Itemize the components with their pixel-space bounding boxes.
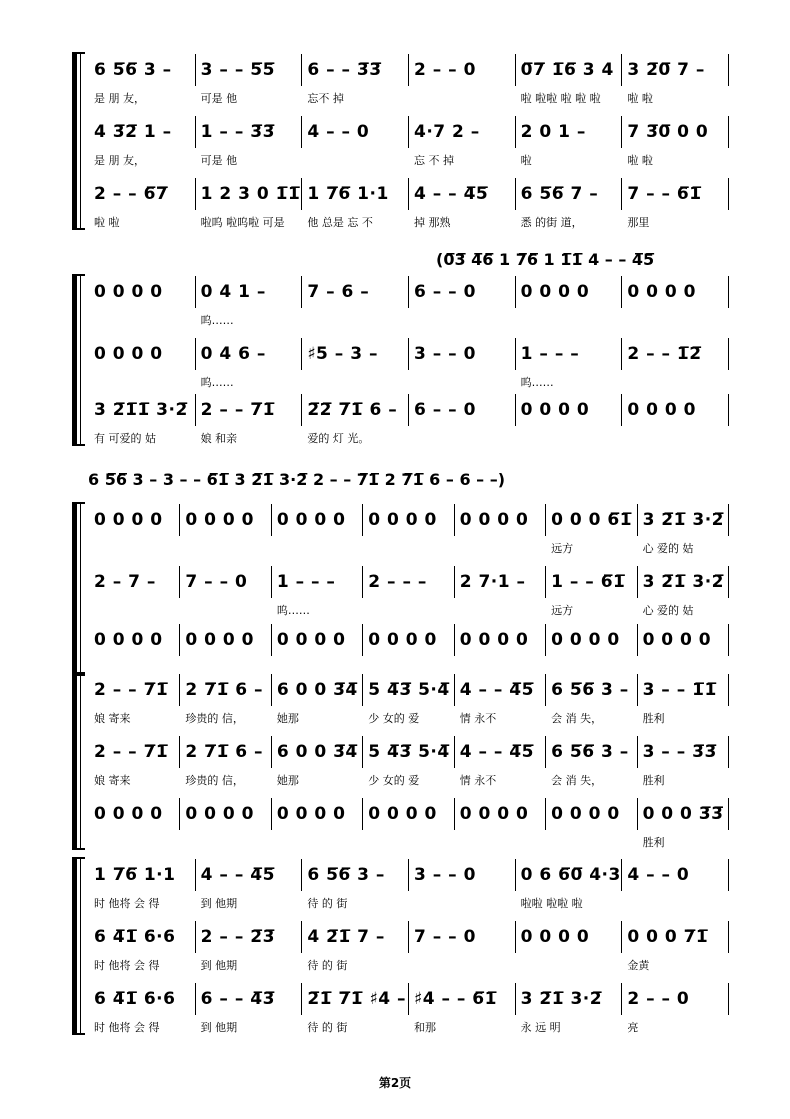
measure-notes: 4·7 2 –: [414, 122, 480, 142]
measure-notes: 0 0 0 7̅1̅: [627, 927, 709, 947]
measure-notes: 5 4̅3̅ 5·4̅: [368, 680, 450, 700]
barline: [545, 736, 546, 768]
barline: [728, 504, 729, 536]
barline: [362, 504, 363, 536]
staff-3: [90, 400, 730, 445]
measure-lyrics: 到 他期: [200, 897, 238, 910]
measure-notes: 6 – – 3̅3̅: [307, 60, 382, 80]
staff-2: [90, 572, 730, 617]
barline: [271, 736, 272, 768]
barline: [728, 674, 729, 706]
measure-lyrics: 时 他将 会 得: [94, 1021, 160, 1034]
measure-lyrics: 会 消 失，: [551, 712, 603, 725]
measure-notes: 0 0 0 0: [551, 804, 620, 824]
measure-notes: 2 – – 0: [627, 989, 690, 1009]
staff-3: [90, 804, 730, 849]
staff-1: [90, 510, 730, 555]
measure-notes: 1 – – –: [276, 572, 336, 592]
bracket-cap-top: [77, 857, 85, 859]
barline: [408, 394, 409, 426]
barline: [195, 276, 196, 308]
measure-notes: 0 0 0 0: [185, 510, 254, 530]
measure-notes: 7 – – 0: [185, 572, 248, 592]
measure-notes: 4 – – 0: [307, 122, 370, 142]
barline: [728, 736, 729, 768]
measure-lyrics: 珍贵的 信，: [185, 774, 244, 787]
staff-1: [90, 865, 730, 910]
barline: [195, 394, 196, 426]
measure-notes: 2 – – 1̅2̅: [627, 344, 702, 364]
page-number: 第2页: [378, 1076, 412, 1090]
measure-notes: 0 0 0 0: [276, 510, 346, 530]
measure-lyrics: 啦 啦: [94, 216, 120, 229]
barline: [408, 983, 409, 1015]
measure-lyrics: 时 他将 会 得: [94, 897, 160, 910]
measure-notes: 6 4̅1̅ 6·6: [94, 989, 176, 1009]
barline: [271, 798, 272, 830]
barline: [454, 736, 455, 768]
barline: [621, 178, 622, 210]
measure-notes: 2 – – 7̅1̅: [200, 400, 275, 420]
barline: [195, 178, 196, 210]
measure-notes: 4 – – 4̅5̅: [459, 742, 534, 762]
measure-notes: 0 0 0 0: [185, 804, 254, 824]
measure-notes: 4 – – 0: [627, 865, 690, 885]
measure-lyrics: 她那: [276, 712, 299, 725]
measure-notes: 4 2̅1̅ 7 –: [307, 927, 385, 947]
measure-notes: 0 0 0 6̅1̅: [551, 510, 633, 530]
measure-notes: 0 0 0 0: [520, 282, 590, 302]
measure-lyrics: 少 女的 爱: [368, 712, 420, 725]
measure-notes: 4 – – 4̅5̅: [459, 680, 534, 700]
measure-notes: 2 – – 7̅1̅: [94, 680, 169, 700]
measure-lyrics: 心 爱的 姑: [642, 604, 694, 617]
measure-lyrics: 心 爱的 姑: [642, 542, 694, 555]
barline: [728, 54, 729, 86]
barline: [621, 54, 622, 86]
barline: [195, 54, 196, 86]
barline: [515, 276, 516, 308]
barline: [621, 921, 622, 953]
barline: [271, 566, 272, 598]
system-bracket-line: [80, 672, 81, 850]
measure-lyrics: 爱的 灯 光。: [307, 432, 370, 445]
measure-notes: 6 5̅6̅ 3 –: [94, 60, 172, 80]
measure-notes: 6 5̅6̅ 3 –: [307, 865, 385, 885]
measure-lyrics: 情 永不: [459, 712, 497, 725]
measure-notes: 0 0 0 0: [368, 630, 437, 650]
measure-notes: 5 4̅3̅ 5·4̅: [368, 742, 450, 762]
barline: [362, 566, 363, 598]
barline: [637, 736, 638, 768]
measure-notes: 0 0 0 0: [520, 927, 590, 947]
measure-lyrics: 娘 寄来: [94, 712, 131, 725]
measure-lyrics: 待 的 街: [307, 1021, 348, 1034]
barline: [195, 338, 196, 370]
system-bracket-line: [80, 502, 81, 676]
barline: [637, 674, 638, 706]
measure-notes: 4 – – 4̅5̅: [200, 865, 275, 885]
barline: [179, 798, 180, 830]
measure-notes: 2 – – –: [368, 572, 427, 592]
barline: [362, 624, 363, 656]
measure-lyrics: 呜……: [200, 314, 234, 327]
barline: [179, 624, 180, 656]
measure-notes: 0 0 0 0: [551, 630, 620, 650]
barline: [515, 116, 516, 148]
barline: [179, 736, 180, 768]
measure-notes: 3 – – 0: [414, 865, 476, 885]
measure-notes: 1 – – 3̅3̅: [200, 122, 275, 142]
measure-notes: 0 0 0 0: [94, 510, 163, 530]
barline: [728, 394, 729, 426]
measure-lyrics: 呜……: [276, 604, 310, 617]
barline: [545, 504, 546, 536]
measure-notes: 3 – – 5̅5̅: [200, 60, 275, 80]
barline: [515, 54, 516, 86]
measure-lyrics: 少 女的 爱: [368, 774, 420, 787]
barline: [637, 624, 638, 656]
barline: [301, 394, 302, 426]
barline: [637, 566, 638, 598]
staff-2: [90, 927, 730, 972]
measure-lyrics: 忘不 掉: [307, 92, 344, 105]
barline: [301, 338, 302, 370]
bracket-cap-top: [77, 274, 85, 276]
staff-3: [90, 184, 730, 229]
barline: [515, 921, 516, 953]
barline: [179, 504, 180, 536]
system-bracket-line: [80, 857, 81, 1035]
measure-notes: 4 3̅2̅ 1 –: [94, 122, 172, 142]
staff-3: [90, 630, 730, 652]
measure-lyrics: 胜利: [642, 712, 665, 725]
barline: [271, 624, 272, 656]
measure-lyrics: 到 他期: [200, 1021, 238, 1034]
measure-lyrics: 是 朋 友，: [94, 92, 145, 105]
barline: [301, 276, 302, 308]
barline: [301, 921, 302, 953]
measure-notes: 0 4 6 –: [200, 344, 266, 364]
barline: [301, 178, 302, 210]
staff-1: [90, 60, 730, 105]
barline: [728, 921, 729, 953]
measure-notes: 0 0 0 0: [94, 804, 163, 824]
barline: [301, 859, 302, 891]
barline: [454, 798, 455, 830]
measure-notes: ♯5 – 3 –: [307, 344, 378, 364]
measure-notes: 3 – – 3̅3̅: [642, 742, 717, 762]
measure-notes: 0 0 0 0: [627, 282, 696, 302]
measure-lyrics: 啦 啦: [627, 154, 653, 167]
measure-notes: 0 0 0 0: [94, 344, 163, 364]
measure-lyrics: 啦: [520, 154, 532, 167]
barline: [408, 178, 409, 210]
barline: [301, 116, 302, 148]
barline: [408, 859, 409, 891]
measure-lyrics: 啦呜 啦呜啦 可是: [200, 216, 285, 229]
measure-notes: 6 – – 0: [414, 282, 476, 302]
measure-lyrics: 是 朋 友，: [94, 154, 145, 167]
barline: [621, 116, 622, 148]
measure-lyrics: 啦啦 啦啦 啦: [520, 897, 583, 910]
measure-lyrics: 远方: [551, 542, 574, 555]
measure-notes: 2 – – 2̅3̅: [200, 927, 275, 947]
measure-lyrics: 有 可爱的 姑: [94, 432, 156, 445]
measure-notes: 0̅7̅ 1̅6̅ 3 4: [520, 60, 614, 80]
barline: [728, 566, 729, 598]
measure-notes: 0 0 0 0: [94, 630, 163, 650]
barline: [728, 116, 729, 148]
bracket-cap-top: [77, 52, 85, 54]
measure-lyrics: 情 永不: [459, 774, 497, 787]
system-bracket: [72, 672, 77, 850]
system-bracket-line: [80, 52, 81, 230]
measure-lyrics: 胜利: [642, 836, 665, 849]
measure-lyrics: 娘 寄来: [94, 774, 131, 787]
barline: [408, 54, 409, 86]
measure-notes: 0 0 0 0: [94, 282, 163, 302]
measure-lyrics: 她那: [276, 774, 299, 787]
measure-notes: 0 6 6̅0̅ 4·3: [520, 865, 621, 885]
measure-notes: 0 0 0 0: [276, 804, 346, 824]
bracket-cap-bottom: [77, 1033, 85, 1035]
barline: [195, 921, 196, 953]
bracket-cap-bottom: [77, 674, 85, 676]
measure-lyrics: 可是 他: [200, 154, 238, 167]
measure-notes: 3 2̅0̅ 7 –: [627, 60, 705, 80]
measure-lyrics: 亮: [627, 1021, 639, 1034]
barline: [728, 276, 729, 308]
barline: [454, 674, 455, 706]
measure-notes: 0 0 0 0: [368, 510, 437, 530]
measure-notes: 0 0 0 0: [520, 400, 590, 420]
measure-notes: 7 – 6 –: [307, 282, 370, 302]
barline: [362, 674, 363, 706]
barline: [621, 276, 622, 308]
measure-notes: 0 0 0 3̅3̅: [642, 804, 724, 824]
barline: [195, 116, 196, 148]
barline: [545, 566, 546, 598]
barline: [454, 504, 455, 536]
measure-notes: 1 7̅6̅ 1·1: [307, 184, 389, 204]
measure-notes: 2̅2̅ 7̅1̅ 6 –: [307, 400, 398, 420]
barline: [621, 394, 622, 426]
measure-notes: 0 0 0 0: [276, 630, 346, 650]
barline: [515, 983, 516, 1015]
measure-lyrics: 娘 和亲: [200, 432, 238, 445]
barline: [454, 566, 455, 598]
barline: [408, 276, 409, 308]
measure-lyrics: 远方: [551, 604, 574, 617]
measure-lyrics: 珍贵的 信，: [185, 712, 244, 725]
barline: [637, 798, 638, 830]
system-bracket: [72, 857, 77, 1035]
measure-lyrics: 胜利: [642, 774, 665, 787]
barline: [621, 859, 622, 891]
barline: [515, 394, 516, 426]
measure-notes: 6 5̅6̅ 7 –: [520, 184, 599, 204]
staff-2: [90, 344, 730, 389]
measure-notes: 0 0 0 0: [459, 510, 529, 530]
measure-notes: 7 – – 0: [414, 927, 476, 947]
barline: [179, 566, 180, 598]
measure-notes: 3 2̅1̅ 3·2̅: [642, 572, 725, 592]
measure-notes: 7 3̅0̅ 0 0: [627, 122, 709, 142]
instrumental-line: 6 5̅6̅ 3 – 3 – – 6̅1̅ 3 2̅1̅ 3·2̅ 2 – – 7̅1̅ 2 7̅1̅ 6 – 6 – –): [88, 470, 506, 489]
measure-lyrics: 掉 那熟: [414, 216, 451, 229]
measure-notes: 2 – – 7̅1̅: [94, 742, 169, 762]
measure-notes: ♯4 – – 6̅1̅: [414, 989, 497, 1009]
barline: [454, 624, 455, 656]
measure-lyrics: 和那: [414, 1021, 436, 1034]
score-system-1: [72, 60, 730, 229]
system-bracket: [72, 52, 77, 230]
barline: [545, 674, 546, 706]
barline: [621, 983, 622, 1015]
barline: [728, 798, 729, 830]
barline: [728, 624, 729, 656]
barline: [195, 859, 196, 891]
measure-notes: 3 2̅1̅ 3·2̅: [642, 510, 725, 530]
barline: [195, 983, 196, 1015]
measure-notes: 0 0 0 0: [185, 630, 254, 650]
bracket-cap-top: [77, 672, 85, 674]
barline: [621, 338, 622, 370]
measure-lyrics: 时 他将 会 得: [94, 959, 160, 972]
measure-notes: 3 2̅1̅1̅ 3·2̅: [94, 400, 188, 420]
score-system-5: [72, 865, 730, 1040]
barline: [515, 338, 516, 370]
measure-notes: 0 0 0 0: [459, 630, 529, 650]
barline: [362, 736, 363, 768]
measure-notes: 6 0 0 3̅4̅: [276, 742, 358, 762]
measure-lyrics: 待 的 街: [307, 897, 348, 910]
measure-lyrics: 啦 啦: [627, 92, 653, 105]
measure-notes: 1 – – –: [520, 344, 580, 364]
measure-notes: 6 5̅6̅ 3 –: [551, 742, 629, 762]
bracket-cap-bottom: [77, 444, 85, 446]
staff-2: [90, 742, 730, 787]
barline: [408, 921, 409, 953]
measure-lyrics: 啦 啦啦 啦 啦 啦: [520, 92, 601, 105]
measure-notes: 7 – – 6̅1̅: [627, 184, 702, 204]
measure-lyrics: 可是 他: [200, 92, 238, 105]
barline: [728, 338, 729, 370]
barline: [728, 178, 729, 210]
score-system-2: [72, 250, 730, 450]
bracket-cap-top: [77, 502, 85, 504]
measure-notes: 6 – – 4̅3̅: [200, 989, 275, 1009]
barline: [179, 674, 180, 706]
bracket-cap-bottom: [77, 228, 85, 230]
measure-notes: 6 4̅1̅ 6·6: [94, 927, 176, 947]
measure-notes: 2 7̅1̅ 6 –: [185, 742, 263, 762]
measure-lyrics: 忘 不 掉: [414, 154, 454, 167]
system-bracket: [72, 502, 77, 676]
barline: [728, 859, 729, 891]
score-system-4: [72, 680, 730, 849]
barline: [301, 54, 302, 86]
measure-lyrics: 呜……: [200, 376, 234, 389]
barline: [271, 504, 272, 536]
score-system-3: [72, 470, 730, 665]
measure-notes: 2̅1̅ 7̅1̅ ♯4 –: [307, 989, 406, 1009]
measure-notes: 6 0 0 3̅4̅: [276, 680, 358, 700]
measure-lyrics: 金黄: [627, 959, 650, 972]
measure-notes: 2 – – 6̅7̅: [94, 184, 169, 204]
measure-notes: 6 – – 0: [414, 400, 476, 420]
measure-lyrics: 那里: [627, 216, 650, 229]
barline: [545, 624, 546, 656]
measure-lyrics: 会 消 失，: [551, 774, 603, 787]
barline: [515, 178, 516, 210]
measure-lyrics: 永 远 明: [520, 1021, 561, 1034]
staff-1: [90, 680, 730, 725]
staff-3: [90, 989, 730, 1034]
barline: [408, 338, 409, 370]
measure-notes: 1 – – 6̅1̅: [551, 572, 626, 592]
system-bracket: [72, 274, 77, 446]
measure-notes: 0 0 0 0: [368, 804, 437, 824]
barline: [637, 504, 638, 536]
measure-notes: 2 0 1 –: [520, 122, 586, 142]
system-bracket-line: [80, 274, 81, 446]
staff-1: [90, 282, 730, 327]
measure-lyrics: 呜……: [520, 376, 554, 389]
measure-notes: 2 – 7 –: [94, 572, 156, 592]
instrumental-line: (0̅3̅ 4̅6̅ 1 7̅6̅ 1 1̅1̅ 4 – – 4̅5̅: [436, 250, 655, 269]
staff-2: [90, 122, 730, 167]
barline: [271, 674, 272, 706]
measure-notes: 2 7̅1̅ 6 –: [185, 680, 263, 700]
measure-notes: 3 – – 1̅1̅: [642, 680, 717, 700]
measure-notes: 1 2 3 0 1̅1̅: [200, 184, 301, 204]
measure-notes: 0 4 1 –: [200, 282, 266, 302]
measure-lyrics: 待 的 街: [307, 959, 348, 972]
barline: [362, 798, 363, 830]
bracket-cap-bottom: [77, 848, 85, 850]
measure-notes: 3 – – 0: [414, 344, 476, 364]
measure-notes: 0 0 0 0: [459, 804, 529, 824]
measure-lyrics: 他 总是 忘 不: [307, 216, 373, 229]
measure-notes: 0 0 0 0: [627, 400, 696, 420]
measure-lyrics: 到 他期: [200, 959, 238, 972]
measure-notes: 2 – – 0: [414, 60, 476, 80]
measure-notes: 4 – – 4̅5̅: [414, 184, 489, 204]
measure-notes: 0 0 0 0: [642, 630, 712, 650]
measure-lyrics: 悉 的街 道，: [520, 216, 583, 229]
barline: [545, 798, 546, 830]
measure-notes: 1 7̅6̅ 1·1: [94, 865, 176, 885]
barline: [515, 859, 516, 891]
barline: [728, 983, 729, 1015]
measure-notes: 6 5̅6̅ 3 –: [551, 680, 629, 700]
barline: [408, 116, 409, 148]
measure-notes: 3 2̅1̅ 3·2̅: [520, 989, 603, 1009]
barline: [301, 983, 302, 1015]
measure-notes: 2 7·1 –: [459, 572, 526, 592]
